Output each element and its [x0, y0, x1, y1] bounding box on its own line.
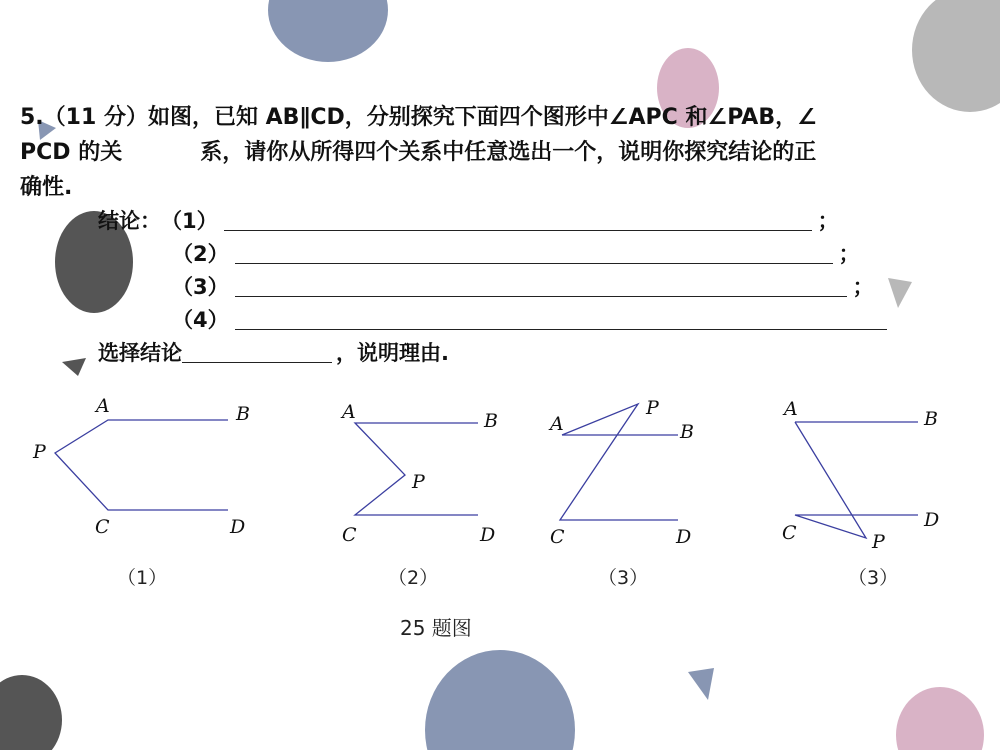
conclusion-row-3	[172, 271, 874, 301]
fig4-label-p: P	[872, 531, 885, 553]
fig4-label-a: A	[784, 398, 798, 420]
choose-prefix: 选择结论	[98, 341, 182, 365]
fig2-caption: （2）	[388, 567, 439, 589]
conclusion-blank-3[interactable]	[235, 272, 847, 297]
conclusion-row-4	[172, 304, 893, 334]
choose-row	[98, 337, 449, 367]
fig2-label-c: C	[342, 524, 357, 546]
conclusion-label-1: （1）	[161, 209, 218, 233]
fig2-label-b: B	[484, 410, 498, 432]
fig4-caption: （3）	[848, 567, 899, 589]
problem-line-1: 5.（11 分）如图，已知 AB∥CD，分别探究下面四个图形中∠APC 和∠PAB，∠	[20, 105, 817, 130]
fig2-label-d: D	[480, 524, 496, 546]
fig3-label-b: B	[680, 421, 694, 443]
conclusion-punct-1: ；	[817, 209, 839, 233]
fig1-lines	[55, 420, 228, 510]
choose-blank[interactable]	[182, 338, 332, 363]
fig3-label-d: D	[676, 526, 692, 548]
conclusion-blank-4[interactable]	[235, 305, 887, 330]
problem-line-2	[20, 135, 920, 170]
fig1-label-a: A	[96, 395, 110, 417]
fig1-label-d: D	[230, 516, 246, 538]
slate-triangle-bottom	[688, 668, 714, 700]
fig1-label-p: P	[33, 441, 46, 463]
fig4-label-d: D	[924, 509, 940, 531]
geometry-figures	[0, 380, 1000, 580]
problem-line-2a: PCD 的关	[20, 140, 123, 165]
fig2-lines	[355, 423, 478, 515]
pink-ellipse-bottom-right	[896, 687, 984, 750]
conclusion-label-3: （3）	[172, 275, 229, 299]
dark-ellipse-bottom-left	[0, 675, 62, 750]
figure-title: 25 题图	[400, 616, 472, 640]
conclusion-row-1	[98, 205, 839, 235]
gray-ellipse-top-right	[912, 0, 1000, 112]
slate-ellipse-top	[268, 0, 388, 62]
conclusion-row-2	[172, 238, 860, 268]
fig3-lines	[560, 404, 678, 520]
conclusion-blank-2[interactable]	[235, 239, 833, 264]
conclusion-punct-2: ；	[838, 242, 860, 266]
conclusion-label-4: （4）	[172, 308, 229, 332]
fig3-label-c: C	[550, 526, 565, 548]
slate-ellipse-bottom	[425, 650, 575, 750]
dark-triangle-left	[62, 358, 86, 376]
fig3-label-p: P	[646, 397, 659, 419]
choose-suffix: ，说明理由.	[336, 341, 449, 365]
fig2-label-a: A	[342, 401, 356, 423]
fig1-caption: （1）	[117, 567, 168, 589]
fig1-label-c: C	[95, 516, 110, 538]
conclusion-prefix: 结论：	[98, 209, 161, 233]
fig3-label-a: A	[550, 413, 564, 435]
problem-line-3: 确性.	[20, 175, 73, 200]
fig3-caption: （3）	[598, 567, 649, 589]
problem-line-2b: 系，请你从所得四个关系中任意选出一个，说明你探究结论的正	[200, 140, 817, 165]
conclusion-blank-1[interactable]	[224, 206, 812, 231]
fig4-lines	[795, 422, 918, 538]
conclusion-punct-3: ；	[852, 275, 874, 299]
fig2-label-p: P	[412, 471, 425, 493]
fig1-label-b: B	[236, 403, 250, 425]
conclusion-label-2: （2）	[172, 242, 229, 266]
fig4-label-c: C	[782, 522, 797, 544]
fig4-label-b: B	[924, 408, 938, 430]
problem-statement	[20, 100, 920, 205]
